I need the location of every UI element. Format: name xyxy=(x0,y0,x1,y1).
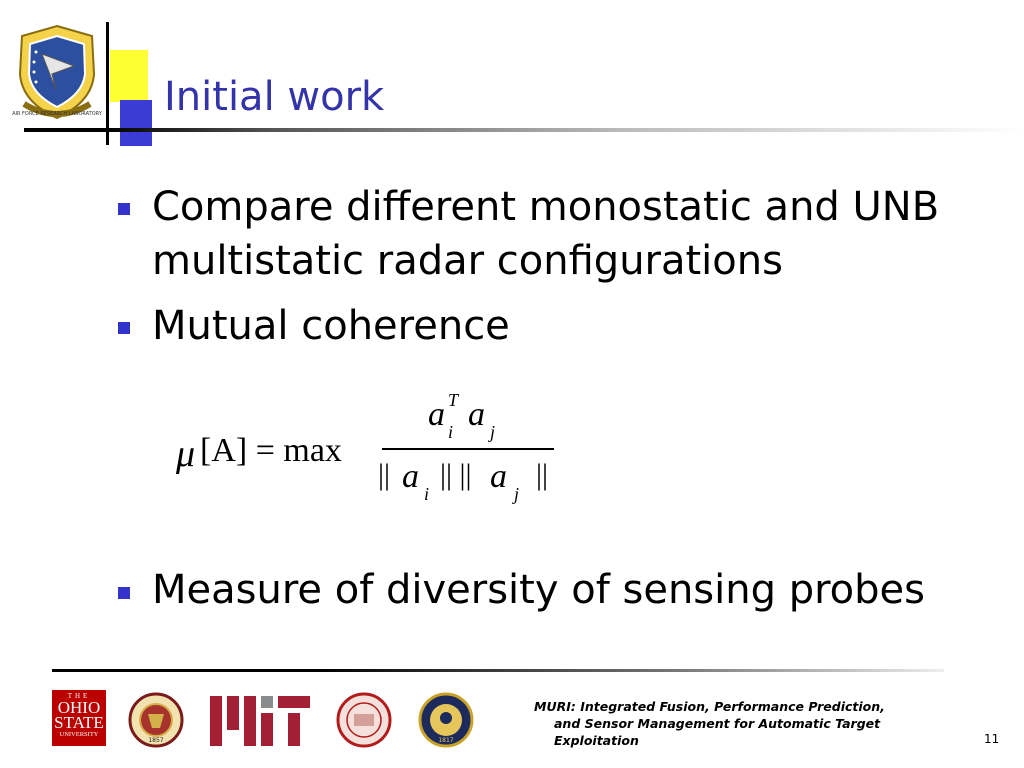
formula-den-sub-j: j xyxy=(514,484,520,504)
formula-num-sub-i: i xyxy=(448,422,454,442)
footer-caption-line-3: Exploitation xyxy=(554,733,639,748)
afrl-logo-text: AIR FORCE RESEARCH LABORATORY xyxy=(12,111,102,117)
footer-rule xyxy=(52,669,944,672)
mit-logo-icon xyxy=(210,696,310,746)
footer-caption-line-2: and Sensor Management for Automatic Target xyxy=(554,716,881,731)
formula-lhs: [A] = max xyxy=(200,432,342,469)
michigan-seal-year: 1817 xyxy=(438,737,454,744)
michigan-seal-icon xyxy=(418,692,474,748)
ohio-state-logo-ohio: OHIO xyxy=(57,698,101,717)
footer-caption xyxy=(534,698,914,749)
header-vertical-rule xyxy=(106,22,109,145)
cornell-seal xyxy=(336,692,392,748)
bullet-marker-2 xyxy=(118,322,130,334)
formula-num-a1: a xyxy=(428,396,445,433)
formula-den-bars-left: || xyxy=(378,458,391,491)
formula-den-a1: a xyxy=(402,458,419,495)
bullet-text-3: Measure of diversity of sensing probes xyxy=(152,567,925,613)
ohio-state-logo-university: UNIVERSITY xyxy=(59,731,99,738)
bullet-marker-1 xyxy=(118,203,130,215)
mutual-coherence-formula xyxy=(170,388,570,508)
formula-den-bars-right: || xyxy=(536,458,549,491)
formula-mu: μ xyxy=(176,433,196,475)
formula-den-sub-i: i xyxy=(424,484,430,504)
mit-logo xyxy=(210,696,310,746)
florida-state-seal xyxy=(128,692,184,748)
header-accent-blue xyxy=(120,100,152,146)
header-accent-yellow xyxy=(110,50,148,102)
footer-caption-line-1: MURI: Integrated Fusion, Performance Prediction, xyxy=(534,699,885,714)
formula-num-sup-T: T xyxy=(448,390,459,410)
header-horizontal-rule xyxy=(24,128,1024,132)
afrl-logo xyxy=(12,22,102,122)
ohio-state-logo xyxy=(52,690,106,746)
bullet-text-1b: multistatic radar configurations xyxy=(152,238,783,284)
bullet-marker-3 xyxy=(118,587,130,599)
bullet-text-1a: Compare different monostatic and UNB xyxy=(152,184,940,230)
formula-num-sub-j: j xyxy=(490,422,496,442)
ohio-state-logo-state: STATE xyxy=(54,713,104,732)
ohio-state-logo-the: THE xyxy=(67,692,91,700)
formula-num-a2: a xyxy=(468,396,485,433)
slide-title: Initial work xyxy=(164,74,385,120)
bullet-text-2: Mutual coherence xyxy=(152,303,510,349)
michigan-seal xyxy=(418,692,474,748)
formula-fraction-bar xyxy=(382,448,554,450)
florida-state-seal-year: 1857 xyxy=(148,737,164,744)
formula-den-a2: a xyxy=(490,458,507,495)
formula-den-bars-mid: || || xyxy=(440,458,472,491)
page-number: 11 xyxy=(984,732,1000,746)
florida-state-seal-icon xyxy=(128,692,184,748)
cornell-seal-icon xyxy=(336,692,392,748)
afrl-shield-icon xyxy=(12,22,102,122)
